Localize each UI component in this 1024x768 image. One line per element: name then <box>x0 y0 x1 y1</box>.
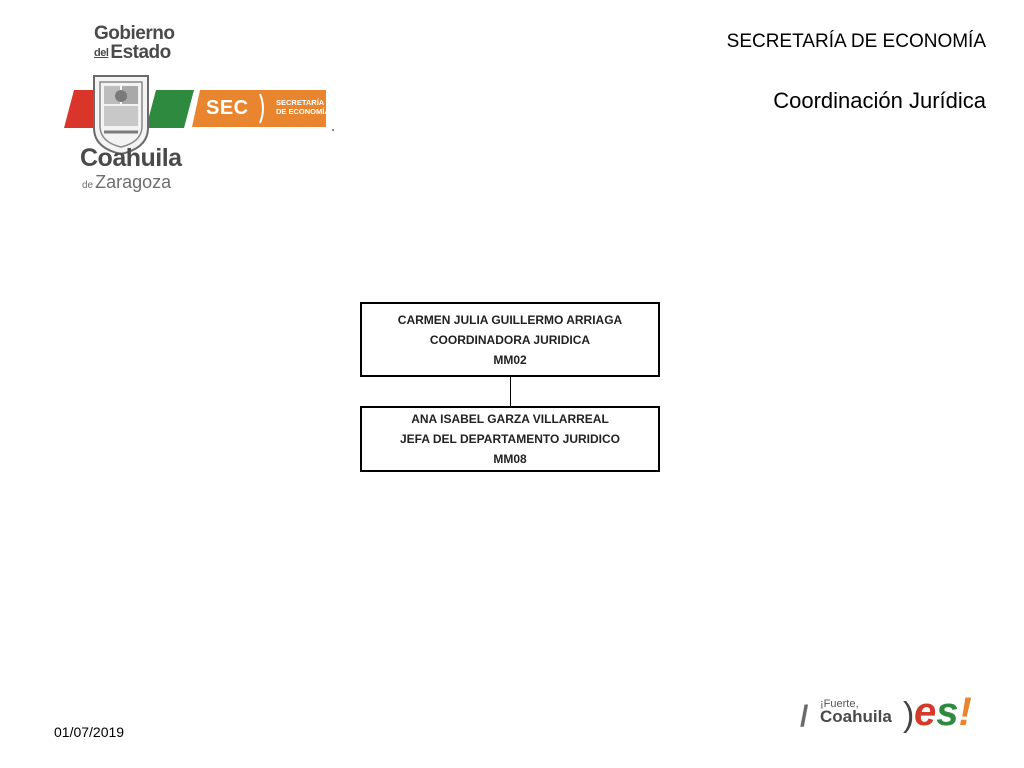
org-node-department-head <box>360 406 660 472</box>
sec-sub-line2: DE ECONOMÍA <box>276 107 330 116</box>
logo-dot <box>332 129 334 131</box>
slogan-es-e: e <box>914 690 937 734</box>
slogan-es <box>914 690 972 735</box>
gobierno-coahuila-logo <box>60 22 340 197</box>
footer-date: 01/07/2019 <box>54 724 125 740</box>
logo-del: del <box>94 47 109 59</box>
node-code: MM08 <box>493 452 527 466</box>
slogan-es-s: s <box>936 690 959 734</box>
org-node-coordinator <box>360 302 660 377</box>
page-subtitle: Coordinación Jurídica <box>773 88 986 113</box>
slogan-es-excl: ! <box>958 690 972 734</box>
node-name: ANA ISABEL GARZA VILLARREAL <box>411 412 609 426</box>
node-position: COORDINADORA JURIDICA <box>429 332 591 347</box>
logo-line-gobierno: Gobierno <box>94 23 175 44</box>
sec-badge-label: SEC <box>206 97 249 119</box>
slogan-slash-mark: / <box>800 700 809 733</box>
logo-estado: Estado <box>110 42 171 63</box>
node-name: CARMEN JULIA GUILLERMO ARRIAGA <box>397 312 623 327</box>
fuerte-coahuila-es-logo <box>800 692 980 742</box>
node-position: JEFA DEL DEPARTAMENTO JURIDICO <box>399 432 621 446</box>
org-connector-line <box>510 377 511 406</box>
sec-badge-subtitle <box>276 98 332 116</box>
logo-de: de <box>82 180 94 191</box>
logo-line-estado <box>94 43 184 63</box>
logo-zaragoza <box>82 172 171 193</box>
page-title: SECRETARÍA DE ECONOMÍA <box>726 31 986 52</box>
logo-gobierno-text <box>94 24 184 63</box>
slogan-paren-mark: ) <box>903 696 915 734</box>
slogan-coahuila: Coahuila <box>820 707 892 726</box>
slogan-fuerte: ¡Fuerte, <box>820 698 859 710</box>
logo-zaragoza-text: Zaragoza <box>95 172 172 192</box>
sec-sub-line1: SECRETARÍA <box>276 98 325 107</box>
node-code: MM02 <box>493 352 527 367</box>
logo-coahuila: Coahuila <box>80 144 182 172</box>
